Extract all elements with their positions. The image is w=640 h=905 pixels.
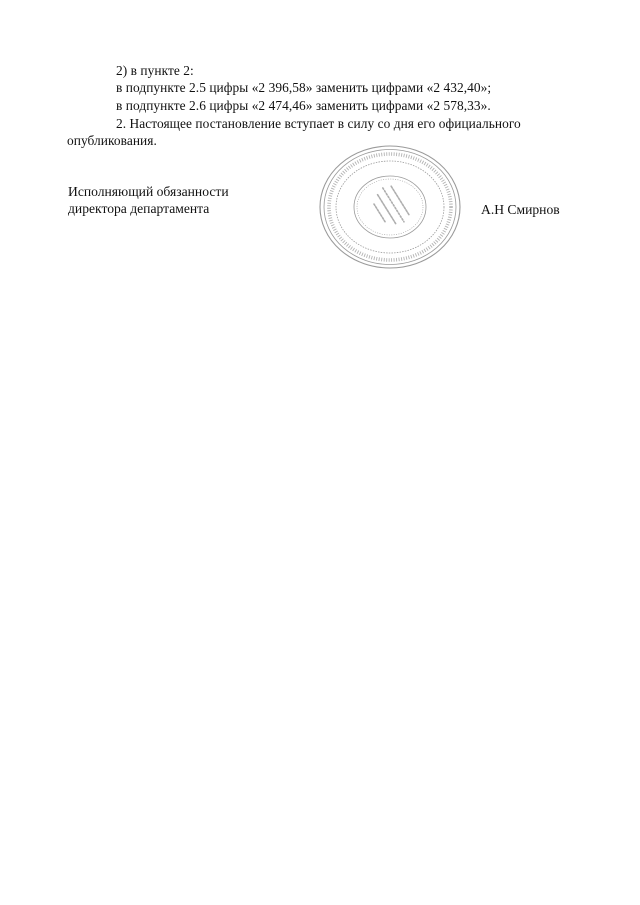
signatory-name: А.Н Смирнов <box>481 202 560 217</box>
paragraph-item-2: 2) в пункте 2: <box>116 63 194 78</box>
signatory-position-line-2: директора департамента <box>68 201 210 216</box>
paragraph-effective-clause: 2. Настоящее постановление вступает в силу со дня его официального <box>116 116 521 131</box>
paragraph-effective-clause-continued: опубликования. <box>67 133 157 148</box>
official-seal-stamp <box>317 143 463 271</box>
paragraph-subitem-2-6: в подпункте 2.6 цифры «2 474,46» заменить цифрами «2 578,33». <box>116 98 491 113</box>
paragraph-subitem-2-5: в подпункте 2.5 цифры «2 396,58» заменить цифрами «2 432,40»; <box>116 80 492 95</box>
signatory-position-line-1: Исполняющий обязанности <box>68 184 229 199</box>
signatory-position <box>68 183 229 217</box>
